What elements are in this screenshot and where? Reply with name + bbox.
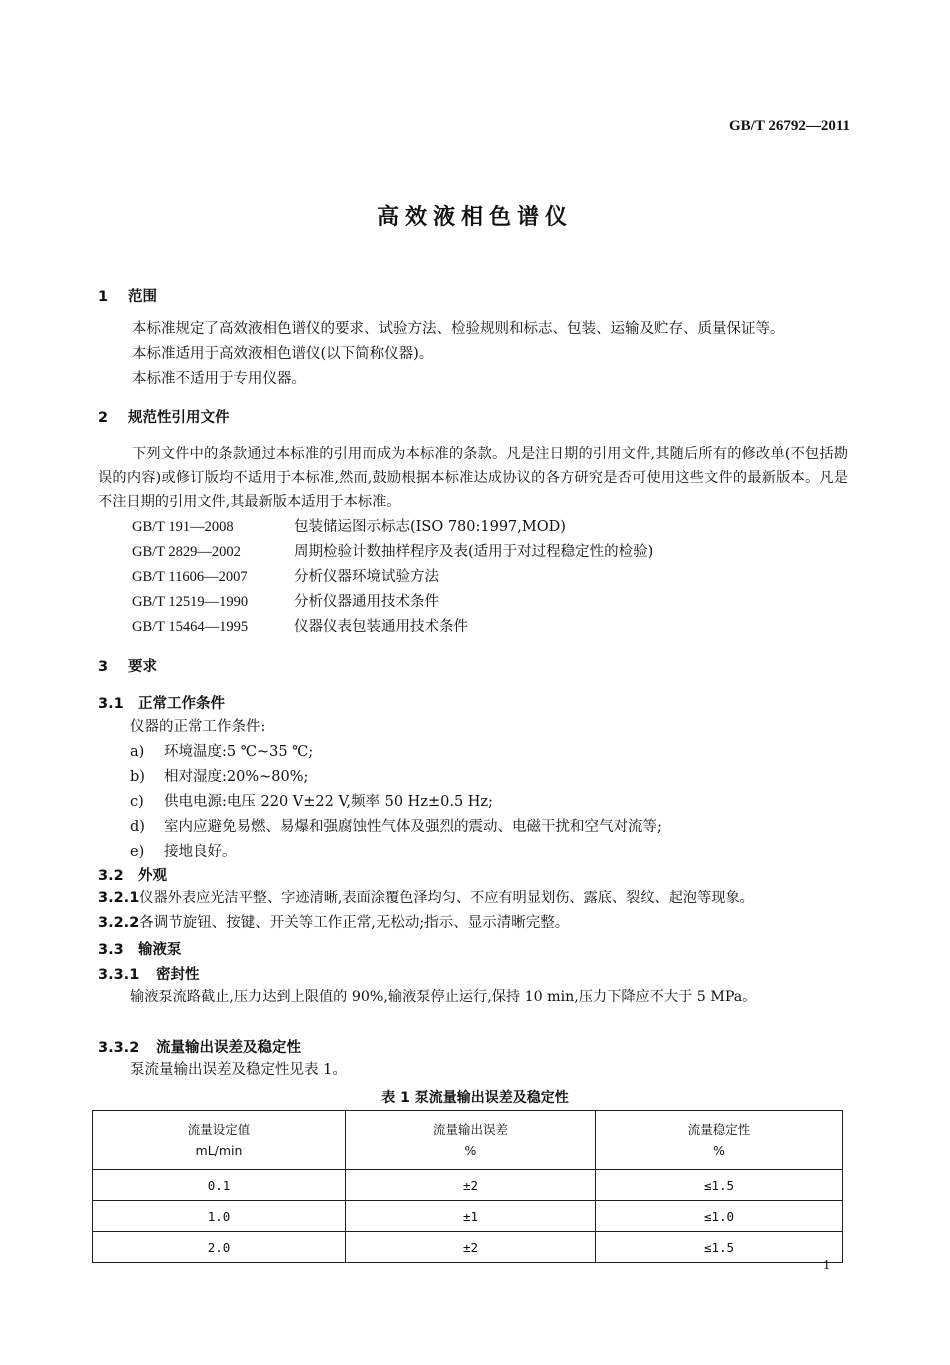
list-item — [130, 790, 493, 814]
section-number: 1 — [98, 289, 109, 305]
section-number: 3.3.2 — [98, 1040, 140, 1056]
section-title: 流量输出误差及稳定性 — [156, 1040, 301, 1056]
table-header-cell — [346, 1111, 596, 1170]
clause-3-2-1 — [98, 886, 754, 910]
list-text: 环境温度:5 ℃~35 ℃; — [164, 744, 314, 760]
table-header-cell — [93, 1111, 346, 1170]
list-label: d) — [130, 819, 145, 835]
section-number: 3.1 — [98, 696, 124, 712]
s3-1-intro: 仪器的正常工作条件: — [130, 719, 266, 735]
flow-table — [92, 1110, 843, 1263]
section-3-heading — [98, 655, 157, 676]
table-header-row — [93, 1111, 843, 1170]
section-title: 要求 — [128, 659, 157, 675]
header-unit: % — [713, 1143, 725, 1158]
s1-para-2: 本标准适用于高效液相色谱仪(以下简称仪器)。 — [132, 346, 434, 362]
list-item — [130, 840, 237, 864]
list-label: e) — [130, 844, 145, 860]
list-item — [130, 765, 308, 789]
section-3-2-heading — [98, 864, 167, 885]
section-3-3-heading — [98, 938, 182, 959]
ref-code: GB/T 15464—1995 — [132, 619, 249, 635]
table-cell: ±2 — [346, 1170, 596, 1201]
table-cell: 0.1 — [93, 1170, 346, 1201]
list-text: 相对湿度:20%~80%; — [164, 769, 309, 785]
section-3-1-heading — [98, 692, 225, 713]
table-cell: ≤1.5 — [596, 1170, 843, 1201]
ref-item — [132, 615, 468, 639]
table-row — [93, 1232, 843, 1263]
list-item — [130, 815, 662, 839]
table-caption: 表 1 泵流量输出误差及稳定性 — [381, 1090, 569, 1106]
section-title: 输液泵 — [138, 942, 182, 958]
clause-3-2-2 — [98, 911, 569, 935]
list-item — [130, 740, 313, 764]
table-row — [93, 1170, 843, 1201]
clause-number: 3.2.2 — [98, 915, 140, 931]
table-header-cell — [596, 1111, 843, 1170]
table-cell: ±2 — [346, 1232, 596, 1263]
table-cell: ±1 — [346, 1201, 596, 1232]
list-label: a) — [130, 744, 145, 760]
section-title: 范围 — [128, 289, 157, 305]
clause-3-3-2-text: 泵流量输出误差及稳定性见表 1。 — [130, 1062, 347, 1078]
section-number: 2 — [98, 410, 109, 426]
clause-text: 各调节旋钮、按键、开关等工作正常,无松动;指示、显示清晰完整。 — [139, 915, 570, 931]
clause-text: 仪器外表应光洁平整、字迹清晰,表面涂覆色泽均匀、不应有明显划伤、露底、裂纹、起泡等现象。 — [139, 890, 754, 906]
table-cell: ≤1.0 — [596, 1201, 843, 1232]
list-text: 供电电源:电压 220 V±22 V,频率 50 Hz±0.5 Hz; — [164, 794, 493, 810]
s1-para-3: 本标准不适用于专用仪器。 — [132, 371, 306, 387]
list-text: 接地良好。 — [164, 844, 237, 860]
s2-intro: 下列文件中的条款通过本标准的引用而成为本标准的条款。凡是注日期的引用文件,其随后所有的修改单(不包括勘误的内容)或修订版均不适用于本标准,然而,鼓励根据本标准达成协议的各方研究是否可使用这些文件的最新版本。凡是不注日期的引用文件,其最新版本适用于本标准。 — [98, 446, 848, 510]
header-name: 流量输出误差 — [432, 1122, 508, 1137]
ref-title: 分析仪器通用技术条件 — [294, 594, 439, 610]
section-title: 外观 — [138, 868, 167, 884]
table-cell: 2.0 — [93, 1232, 346, 1263]
ref-title: 分析仪器环境试验方法 — [294, 569, 439, 585]
section-3-3-2-heading — [98, 1036, 301, 1057]
table-cell: 1.0 — [93, 1201, 346, 1232]
list-text: 室内应避免易燃、易爆和强腐蚀性气体及强烈的震动、电磁干扰和空气对流等; — [164, 819, 662, 835]
header-unit: mL/min — [195, 1143, 243, 1158]
table-row — [93, 1201, 843, 1232]
ref-item — [132, 540, 653, 564]
clause-3-3-1-text: 输液泵流路截止,压力达到上限值的 90%,输液泵停止运行,保持 10 min,压力下降应不大于 5 MPa。 — [130, 989, 757, 1005]
section-3-3-1-heading — [98, 963, 200, 984]
standard-number: GB/T 26792—2011 — [729, 118, 850, 134]
list-label: b) — [130, 769, 145, 785]
document-title: 高效液相色谱仪 — [376, 204, 573, 230]
section-number: 3 — [98, 659, 109, 675]
ref-title: 包装储运图示标志(ISO 780:1997,MOD) — [294, 519, 566, 535]
section-number: 3.3.1 — [98, 967, 140, 983]
ref-code: GB/T 2829—2002 — [132, 544, 241, 560]
header-name: 流量稳定性 — [687, 1122, 751, 1137]
ref-code: GB/T 12519—1990 — [132, 594, 249, 610]
section-1-heading — [98, 285, 157, 306]
section-title: 规范性引用文件 — [128, 410, 230, 426]
section-title: 密封性 — [156, 967, 200, 983]
header-name: 流量设定值 — [187, 1122, 251, 1137]
clause-number: 3.2.1 — [98, 890, 140, 906]
ref-code: GB/T 11606—2007 — [132, 569, 248, 585]
section-number: 3.3 — [98, 942, 124, 958]
ref-item — [132, 590, 439, 614]
page-number: 1 — [823, 1258, 830, 1273]
table-cell: ≤1.5 — [596, 1232, 843, 1263]
section-number: 3.2 — [98, 868, 124, 884]
ref-title: 周期检验计数抽样程序及表(适用于对过程稳定性的检验) — [294, 544, 654, 560]
header-unit: % — [464, 1143, 477, 1158]
section-title: 正常工作条件 — [138, 696, 225, 712]
ref-title: 仪器仪表包装通用技术条件 — [294, 619, 468, 635]
ref-code: GB/T 191—2008 — [132, 519, 234, 535]
ref-item — [132, 565, 439, 589]
s1-para-1: 本标准规定了高效液相色谱仪的要求、试验方法、检验规则和标志、包装、运输及贮存、质量保证等。 — [132, 321, 785, 337]
list-label: c) — [130, 794, 144, 810]
ref-item — [132, 515, 566, 539]
section-2-heading — [98, 406, 230, 427]
